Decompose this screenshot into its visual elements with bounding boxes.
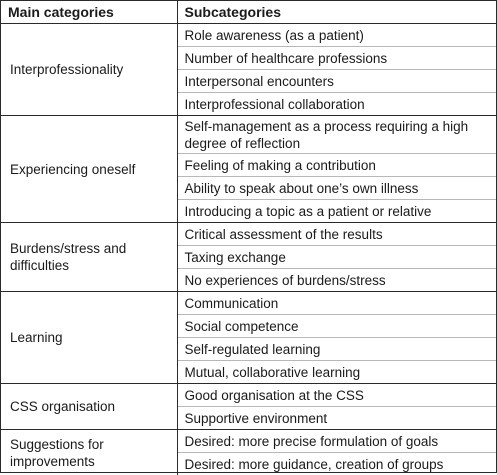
subcategory-cell: Desired: more guidance, creation of groups: [177, 453, 496, 475]
main-category-cell: Experiencing oneself: [1, 116, 177, 223]
main-category-cell: Suggestions for improvements: [1, 430, 177, 475]
subcategory-cell: Ability to speak about one’s own illness: [177, 177, 496, 200]
subcategory-cell: Good organisation at the CSS: [177, 384, 496, 407]
table-row: [1, 430, 496, 453]
main-category-cell: Interprofessionality: [1, 24, 177, 116]
table-row: [1, 384, 496, 407]
subcategory-cell: Social competence: [177, 315, 496, 338]
main-category-cell: Learning: [1, 292, 177, 384]
subcategory-cell: Interpersonal encounters: [177, 70, 496, 93]
header-subcategories: Subcategories: [177, 1, 496, 24]
table-row: [1, 116, 496, 154]
subcategory-cell: No experiences of burdens/stress: [177, 269, 496, 292]
subcategory-cell: Self-management as a process requiring a high degree of reflection: [177, 116, 496, 154]
subcategory-cell: Number of healthcare professions: [177, 47, 496, 70]
table-row: [1, 223, 496, 246]
subcategory-cell: Supportive environment: [177, 407, 496, 430]
subcategory-cell: Introducing a topic as a patient or relative: [177, 200, 496, 223]
header-main-categories: Main categories: [1, 1, 177, 24]
subcategory-cell: Self-regulated learning: [177, 338, 496, 361]
subcategory-cell: Critical assessment of the results: [177, 223, 496, 246]
categories-table: [1, 1, 496, 475]
table-row: [1, 24, 496, 47]
table-row: [1, 292, 496, 315]
subcategory-cell: Feeling of making a contribution: [177, 154, 496, 177]
subcategory-cell: Communication: [177, 292, 496, 315]
header-row: [1, 1, 496, 24]
subcategory-cell: Interprofessional collaboration: [177, 93, 496, 116]
subcategory-cell: Desired: more precise formulation of goals: [177, 430, 496, 453]
subcategory-cell: Taxing exchange: [177, 246, 496, 269]
main-category-cell: CSS organisation: [1, 384, 177, 430]
main-category-cell: Burdens/stress and difficulties: [1, 223, 177, 292]
subcategory-cell: Mutual, collaborative learning: [177, 361, 496, 384]
subcategory-cell: Role awareness (as a patient): [177, 24, 496, 47]
